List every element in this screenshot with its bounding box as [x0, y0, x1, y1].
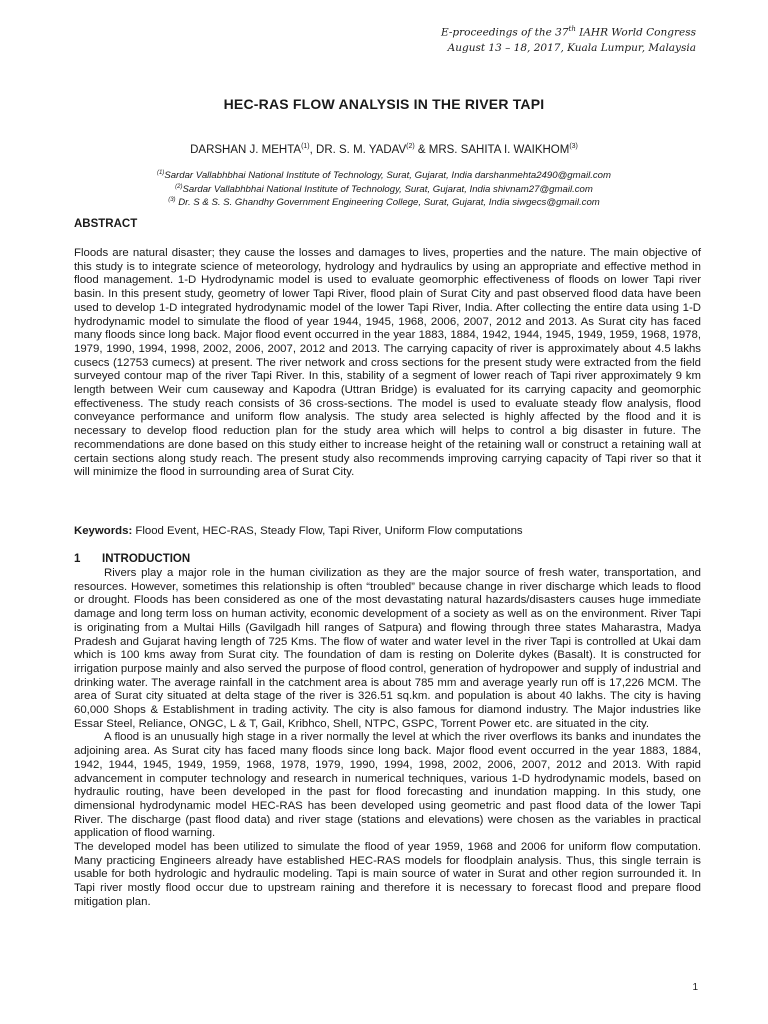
- paragraph: A flood is an unusually high stage in a river normally the level at which the river overflows its banks and inundates the adjoining area. As Surat city has faced many floods since long back. Major flood event occurred in the year 1883, 1884, 1942, 1944, 1945, 1949, 1959, 1968, 1978, 1979, 1990, 1994, 1998, 2002, 2006, 2007, 2012 and 2013. With rapid advancement in computer technology and research in numerical techniques, various 1-D hydrodynamic models, based on hydraulic routing, have been developed in the past for flood forecasting and inundation mapping. In this study, one dimensional hydrodynamic model HEC-RAS has been developed using geometric and past flood data of the lower Tapi River. The discharge (past flood data) and river stage (stations and elevations) were chosen as the variables in practical application of flood warning.: [74, 731, 701, 840]
- section-number: 1: [74, 553, 81, 565]
- abstract-text: Floods are natural disaster; they cause the losses and damages to lives, properties and the nature. The main objective of this study is to integrate science of meteorology, hydrology and hydraulics by using an appropriate and effective method in flood management. 1-D Hydrodynamic model is used to evaluate geomorphic effectiveness of floods on lower Tapi river basin. In this present study, geometry of lower Tapi River, flood plain of Surat City and past observed flood data have been used to develop 1-D integrated hydrodynamic model of the lower Tapi River, India. After collecting the entire data using 1-D hydrodynamic model to simulate the flood of year 1944, 1945, 1968, 2006, 2007, 2012 and 2013. As Surat city has faced many floods since long back. Major flood event occurred in the year 1883, 1884, 1942, 1944, 1945, 1949, 1959, 1968, 1978, 1979, 1990, 1994, 1998, 2002, 2006, 2007, 2012 and 2013. The carrying capacity of river is approximately about 4.5 lakhs cusecs (12753 cumecs) at present. The river network and cross sections for the present study were extracted from the field surveyed contour map of the river Tapi River. In this, stability of a segment of lower reach of Tapi river approximately 9 km length between Weir cum causeway and Kapodra (Uttran Bridge) is evaluated for its carrying capacity and geomorphic effectiveness. The study reach consists of 36 cross-sections. The model is used to evaluate steady flow analysis, flood conveyance performance and uniform flow analysis. The study area selected is highly affected by the flood and it is necessary to develop flood reduction plan for the study area which will helps to control a big disaster in future. The recommendations are done based on this study either to increase height of the retaining wall or construct a retaining wall at certain sections along study reach. The present study also recommends improving carrying capacity of Tapi river so that it will minimize the flood in surrounding area of Surat City.: [74, 247, 701, 479]
- author-name: DARSHAN J. MEHTA: [190, 143, 302, 156]
- affiliation-line: $^{(1)}$Sardar Vallabhbhai National Institute of Technology, Surat, Gujarat, India darshanmehta2490@gmail.com: [156, 170, 612, 182]
- author-name: DR. S. M. YADAV: [316, 143, 407, 156]
- affiliation-line: $^{(2)}$Sardar Vallabhbhai National Institute of Technology, Surat, Gujarat, India shivnam27@gmail.com: [175, 183, 593, 195]
- author-affil-mark: (1): [301, 143, 310, 150]
- paper-title: HEC-RAS FLOW ANALYSIS IN THE RIVER TAPI: [223, 96, 545, 112]
- affiliation-line: $^{(3)}$ Dr. S & S. S. Ghandhy Government Engineering College, Surat, Gujarat, India siwgecs@gmail.com: [168, 197, 600, 209]
- author-list: DARSHAN J. MEHTA$^{(1)}$, DR. S. M. YADAV$^{(2)}$ & MRS. SAHITA I. WAIKHOM$^{(3)}$: [190, 143, 578, 156]
- section-title: INTRODUCTION: [102, 553, 191, 565]
- affiliation-list: [0, 168, 768, 209]
- author-affil-mark: (2): [406, 143, 415, 150]
- section-heading-introduction: [74, 553, 190, 565]
- proceedings-line-1: E-proceedings of the 37th IAHR World Congress: [441, 25, 696, 39]
- proceedings-line-2: August 13 – 18, 2017, Kuala Lumpur, Malaysia: [447, 41, 696, 54]
- keywords: [74, 525, 523, 537]
- author-name: MRS. SAHITA I. WAIKHOM: [428, 143, 570, 156]
- abstract-heading: ABSTRACT: [74, 218, 138, 230]
- keywords-label: Keywords:: [74, 525, 133, 537]
- paragraph: Rivers play a major role in the human civilization as they are the major source of fresh water, transportation, and resources. However, sometimes this relationship is often “troubled” because change in river discharge which leads to flood or drought. Floods has been considered as one of the most devastating natural hazards/disasters causes huge immediate damage and long term loss on human activity, economic development of a society as well as on the environment. River Tapi is originating from a Multai Hills (Gavilgadh hill ranges of Satpura) and flowing through three states Maharastra, Madya Pradesh and Gujarat having length of 725 Kms. The flow of water and water level in the river Tapi is controlled at Ukai dam which is 100 kms away from Surat city. The foundation of dam is resting on Dolerite dykes (Basalt). It is constructed for irrigation purpose mainly and also served the purpose of flood control, generation of hydropower and supply of industrial and drinking water. The average rainfall in the catchment area is about 785 mm and average yearly run off is 17,226 MCM. The area of Surat city situated at delta stage of the river is 326.51 sq.km. and population is about 40 lakhs. The city is having 60,000 Shops & Establishment in trading activity. The city is also famous for diamond industry. The Major industries like Essar Steel, Reliance, ONGC, L & T, Gail, Kribhco, Shell, NTPC, GSPC, Torrent Power etc. are situated in the city.: [74, 567, 701, 730]
- author-affil-mark: (3): [569, 143, 578, 150]
- introduction-body: [74, 567, 701, 910]
- paragraph: The developed model has been utilized to simulate the flood of year 1959, 1968 and 2006 for uniform flow computation. Many practicing Engineers already have established HEC-RAS models for floodplain analysis. Thus, this single terrain is usable for both hydrologic and hydraulic modeling. Tapi is main source of water in Surat and other region surrounded it. In Tapi river mostly flood occur due to upstream raining and therefore it is necessary to forecast flood and prepare flood mitigation plan.: [74, 841, 701, 908]
- page-number: 1: [692, 982, 698, 993]
- proceedings-header: [296, 22, 696, 56]
- keywords-text: Flood Event, HEC-RAS, Steady Flow, Tapi River, Uniform Flow computations: [132, 525, 523, 537]
